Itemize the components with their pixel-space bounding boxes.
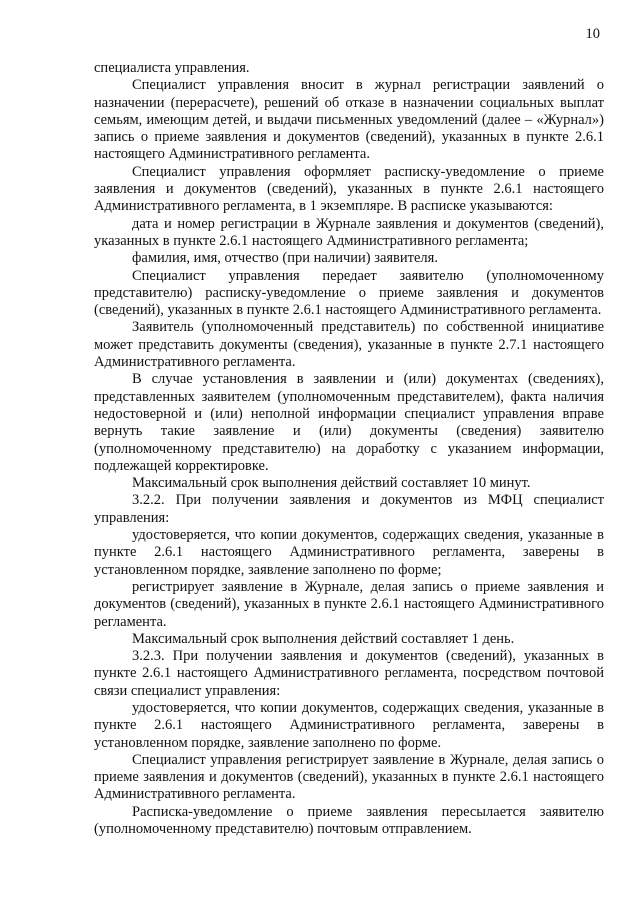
- paragraph: удостоверяется, что копии документов, содержащих сведения, указанные в пункте 2.6.1 настоящего Административного регламента, заверены в установленном порядке, заявление заполнено по форме;: [94, 527, 604, 578]
- paragraph: Расписка-уведомление о приеме заявления пересылается заявителю (уполномоченному представителю) почтовым отправлением.: [94, 803, 604, 838]
- paragraph: 3.2.2. При получении заявления и документов из МФЦ специалист управления:: [94, 492, 604, 526]
- paragraph: удостоверяется, что копии документов, содержащих сведения, указанные в пункте 2.6.1 настоящего Административного регламента, заверены в установленном порядке, заявление заполнено по форме.: [94, 699, 604, 751]
- paragraph: В случае установления в заявлении и (или) документах (сведениях), представленных заявителем (уполномоченным представителем), факта наличия недостоверной и (или) неполной информации специалист управления вправе вернуть такие заявление и (или) документы (сведения) заявителю (уполномоченному представителю) на доработку с указанием информации, подлежащей корректировке.: [94, 371, 604, 474]
- paragraph: Специалист управления оформляет расписку-уведомление о приеме заявления и документов (сведений), указанных в пункте 2.6.1 настоящего Административного регламента, в 1 экземпляре. В расписке указываются:: [94, 163, 604, 215]
- paragraph: Заявитель (уполномоченный представитель) по собственной инициативе может представить документы (сведения), указанные в пункте 2.7.1 настоящего Административного регламента.: [94, 319, 604, 371]
- paragraph: Максимальный срок выполнения действий составляет 1 день.: [132, 630, 515, 647]
- paragraph: Максимальный срок выполнения действий составляет 10 минут.: [132, 475, 531, 492]
- paragraph: регистрирует заявление в Журнале, делая запись о приеме заявления и документов (сведений), указанных в пункте 2.6.1 настоящего Административного регламента.: [94, 578, 604, 630]
- paragraph: фамилия, имя, отчество (при наличии) заявителя.: [132, 250, 438, 267]
- paragraph: Специалист управления передает заявителю (уполномоченному представителю) расписку-уведомление о приеме заявления и документов (сведений), указанных в пункте 2.6.1 настоящего Административного регламента.: [94, 267, 604, 319]
- page-number: 10: [585, 26, 600, 42]
- document-body: [94, 60, 604, 838]
- paragraph: Специалист управления регистрирует заявление в Журнале, делая запись о приеме заявления и документов (сведений), указанных в пункте 2.6.1 настоящего Административного регламента.: [94, 751, 604, 803]
- paragraph: 3.2.3. При получении заявления и документов (сведений), указанных в пункте 2.6.1 настоящего Административного регламента, посредством почтовой связи специалист управления:: [94, 648, 604, 699]
- paragraph: специалиста управления.: [94, 60, 250, 76]
- paragraph: Специалист управления вносит в журнал регистрации заявлений о назначении (перерасчете), решений об отказе в назначении социальных выплат семьям, имеющим детей, и выдачи письменных уведомлений (далее – «Журнал») запись о приеме заявления и документов (сведений), указанных в пункте 2.6.1 настоящего Административного регламента.: [94, 77, 604, 163]
- paragraph: дата и номер регистрации в Журнале заявления и документов (сведений), указанных в пункте 2.6.1 настоящего Административного регламента;: [94, 215, 604, 249]
